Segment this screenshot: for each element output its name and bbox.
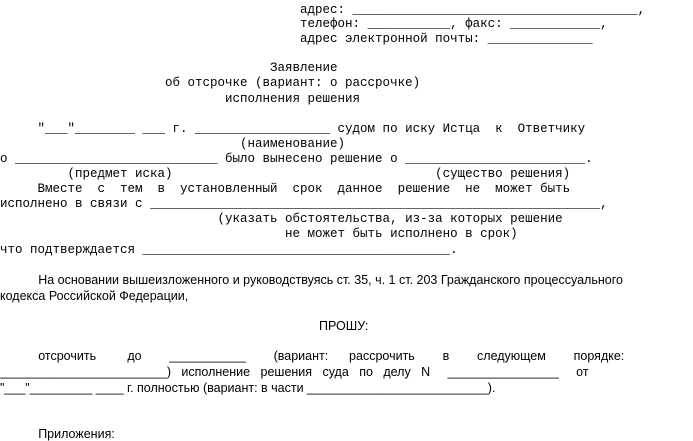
attachments-heading: Приложения: xyxy=(0,427,115,441)
body-caption-circumstances-2: не может быть исполнено в срок) xyxy=(0,227,518,241)
document-title: Заявление xyxy=(0,61,338,75)
email-line: адрес электронной почты: ______________ xyxy=(0,32,593,46)
request-line-2: ________________________) исполнение решения суда по делу N ________________ от xyxy=(0,365,589,379)
document-subtitle: об отсрочке (вариант: о рассрочке) xyxy=(0,76,421,90)
body-caption-circumstances-1: (указать обстоятельства, из-за которых решение xyxy=(0,212,563,226)
body-caption-name: (наименование) xyxy=(0,137,346,151)
body-line-however: Вместе с тем в установленный срок данное решение не может быть xyxy=(0,182,571,196)
request-heading: ПРОШУ: xyxy=(319,319,369,333)
legal-basis-line-1: На основании вышеизложенного и руководствуясь ст. 35, ч. 1 ст. 203 Гражданского процессуального xyxy=(0,273,623,287)
legal-basis-line-2: кодекса Российской Федерации, xyxy=(0,289,189,303)
body-line-circumstances: исполнено в связи с ____________________________________________________________, xyxy=(0,197,608,211)
body-line-subject-decision: о ___________________________ было вынесено решение о ________________________. xyxy=(0,152,593,166)
request-line-1: отсрочить до ___________ (вариант: рассрочить в следующем порядке: xyxy=(0,349,625,363)
body-line-confirmed: что подтверждается _________________________________________. xyxy=(0,243,458,257)
request-line-3: "___"_________ ____ г. полностью (вариант: в части __________________________). xyxy=(0,381,496,395)
phone-fax-line: телефон: ___________, факс: ____________, xyxy=(0,17,608,31)
body-caption-subject: (предмет иска) (существо решения) xyxy=(0,167,571,181)
document-subtitle-2: исполнения решения xyxy=(0,92,361,106)
address-line: адрес: ______________________________________, xyxy=(0,3,646,17)
body-line-date-court: "___"________ ___ г. __________________ судом по иску Истца к Ответчику xyxy=(0,122,586,136)
